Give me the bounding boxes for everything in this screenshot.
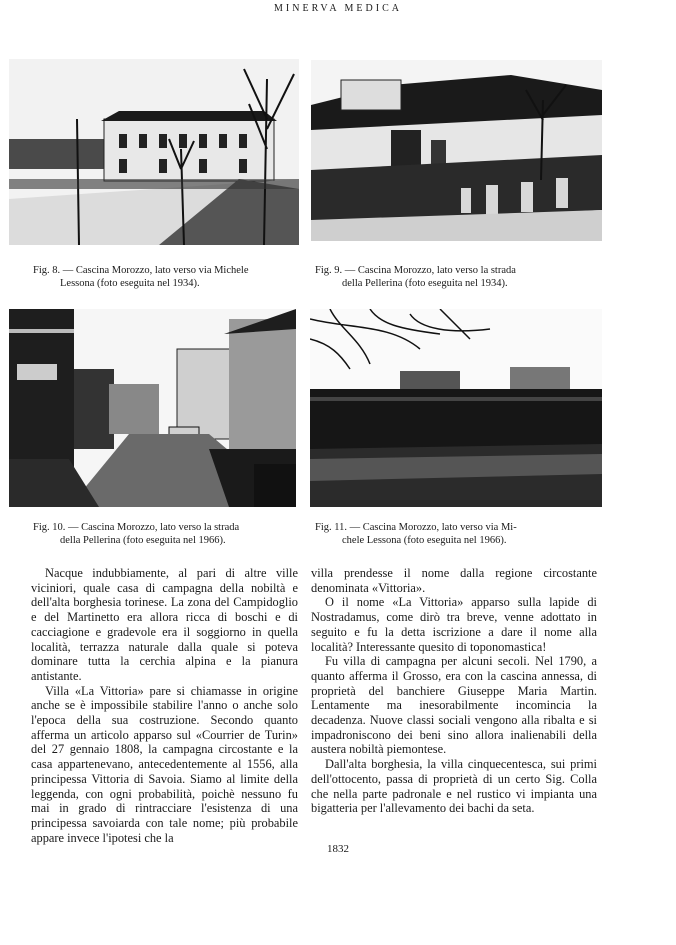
photo-fig-11	[310, 309, 602, 507]
photo-fig-10	[9, 309, 296, 507]
figure-caption: Fig. 11. — Cascina Morozzo, lato verso via Mi- chele Lessona (foto eseguita nel 1966).	[315, 522, 517, 546]
figure-caption: Fig. 8. — Cascina Morozzo, lato verso via Michele Lessona (foto eseguita nel 1934).	[33, 265, 249, 289]
paragraph: O il nome «La Vittoria» apparso sulla lapide di Nostradamus, come dirò tra breve, venne adottato in seguito e fu la detta iscrizione a dare il nome alla località? Interessante quesito di toponomastica!	[311, 595, 597, 654]
page-number: 1832	[327, 843, 349, 855]
figure-caption: Fig. 10. — Cascina Morozzo, lato verso la strada della Pellerina (foto eseguita nel 1966).	[33, 522, 240, 546]
figure-caption: Fig. 9. — Cascina Morozzo, lato verso la strada della Pellerina (foto eseguita nel 1934).	[315, 265, 516, 289]
paragraph: Villa «La Vittoria» pare si chiamasse in origine anche se è impossibile stabilire l'anno o anche solo l'epoca della sua costruzione. Secondo quanto afferma un articolo apparso sul «Courrier de Turin» del 27 gennaio 1808, la campagna circostante e la casa appartenevano, antecedentemente al 1556, alla principessa Vittoria di Savoia. Siamo al limite della leggenda, con ogni probabilità, poichè nessuno fu mai in grado di rintracciare l'esistenza di una principessa savoiarda con tale nome; più probabile appare invece l'ipotesi che la	[31, 683, 298, 845]
photo-fig-9	[311, 60, 602, 241]
paragraph: villa prendesse il nome dalla regione circostante denominata «Vittoria».	[311, 566, 597, 595]
running-header: MINERVA MEDICA	[274, 3, 402, 14]
paragraph: Fu villa di campagna per alcuni secoli. Nel 1790, a quanto afferma il Grosso, era con la cascina annessa, di proprietà del banchiere Giuseppe Maria Martin. Lentamente ma inesorabilmente incomincia la decadenza. Nuove classi sociali vengono alla ribalta e si impadroniscono dei beni sino allora inalienabili della austera nobiltà piemontese.	[311, 654, 597, 757]
text-column-right	[311, 566, 597, 816]
text-column-left	[31, 566, 298, 845]
photo-fig-8	[9, 59, 299, 245]
paragraph: Nacque indubbiamente, al pari di altre ville viciniori, quale casa di campagna della nobiltà e dell'alta borghesia torinese. La zona del Campidoglio e del Martinetto era allora ricca di boschi e di cacciagione e gradevole era il soggiorno in quella località, terrazza naturale dalla quale si poteva dominare tutta la cerchia alpina e la pianura antistante.	[31, 566, 298, 683]
paragraph: Dall'alta borghesia, la villa cinquecentesca, sui primi dell'ottocento, passa di proprietà di un certo Sig. Colla che nella parte padronale e nel rustico vi impianta una bigatteria per l'allevamento dei bachi da seta.	[311, 757, 597, 816]
